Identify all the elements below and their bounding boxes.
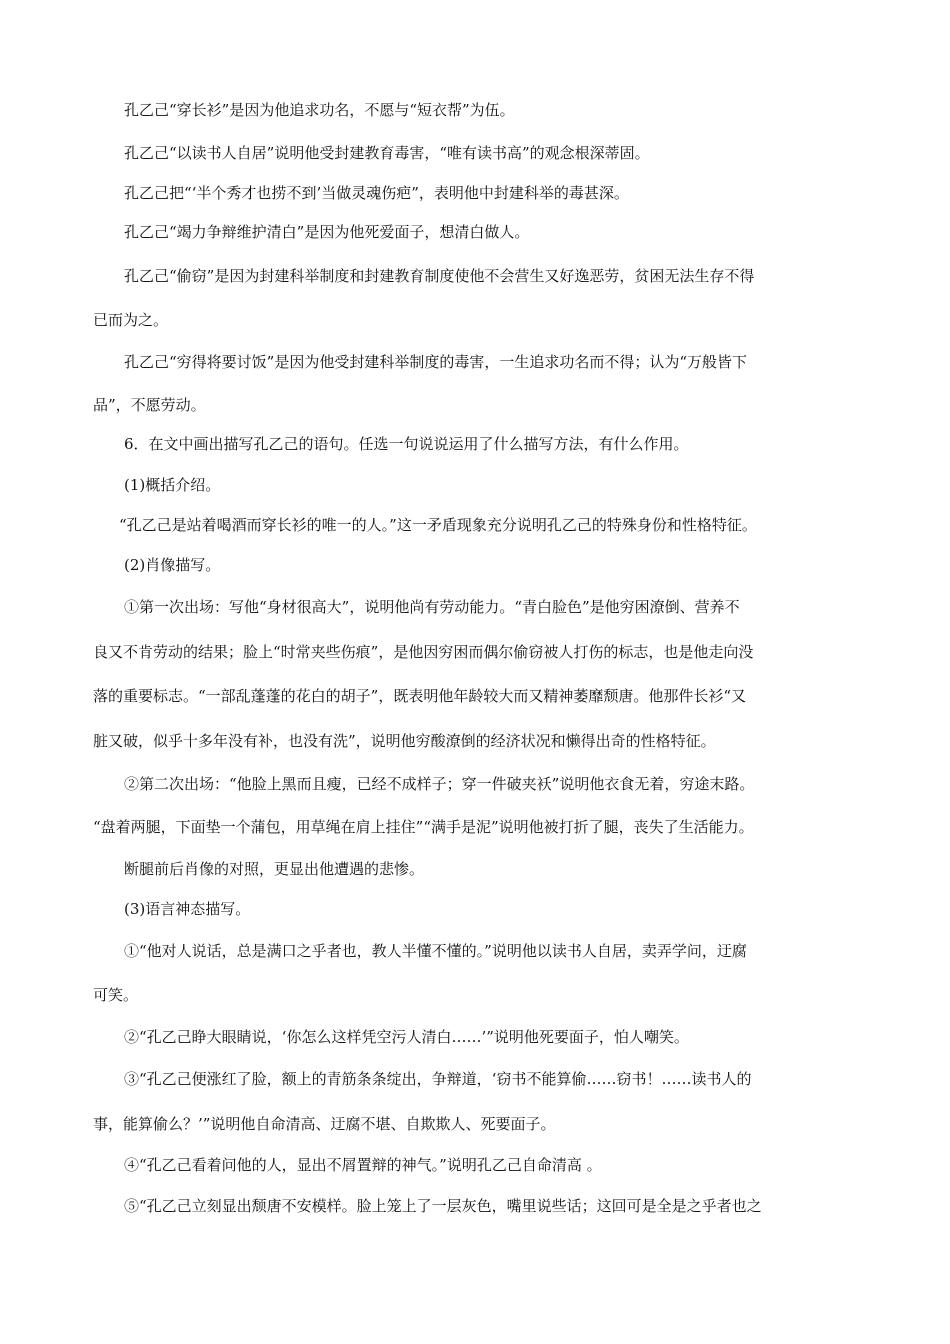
paragraph-line: 脏又破，似乎十多年没有补，也没有洗”，说明他穷酸潦倒的经济状况和懒得出奇的性格特征。 — [93, 732, 716, 750]
section-heading: (3)语言神态描写。 — [124, 900, 251, 918]
paragraph-line: 孔乙己“穷得将要讨饭”是因为他受封建科举制度的毒害，一生追求功名而不得；认为“万般皆下 — [124, 353, 748, 371]
paragraph-line: 孔乙己“竭力争辩维护清白”是因为他死爱面子，想清白做人。 — [124, 223, 530, 241]
paragraph-line: 孔乙己“穿长衫”是因为他追求功名，不愿与“短衣帮”为伍。 — [124, 101, 515, 119]
section-heading: (2)肖像描写。 — [124, 556, 221, 574]
paragraph-line: 事，能算偷么？’”说明他自命清高、迂腐不堪、自欺欺人、死要面子。 — [93, 1115, 556, 1133]
section-heading: (1)概括介绍。 — [124, 476, 221, 494]
paragraph-line: 断腿前后肖像的对照，更显出他遭遇的悲惨。 — [124, 860, 425, 878]
paragraph-line: “孔乙己是站着喝酒而穿长衫的唯一的人。”这一矛盾现象充分说明孔乙己的特殊身份和性格特征。 — [119, 516, 757, 534]
paragraph-line: ④“孔乙己看着问他的人，显出不屑置辩的神气。”说明孔乙己自命清高 。 — [124, 1156, 602, 1174]
paragraph-line: 落的重要标志。“一部乱蓬蓬的花白的胡子”，既表明他年龄较大而又精神萎靡颓唐。他那件长衫“又 — [93, 687, 747, 705]
paragraph-line: ①第一次出场：写他“身材很高大”，说明他尚有劳动能力。“青白脸色”是他穷困潦倒、营养不 — [124, 598, 740, 616]
paragraph-line: ②第二次出场：“他脸上黑而且瘦，已经不成样子；穿一件破夹袄”说明他衣食无着，穷途末路。 — [124, 775, 755, 793]
paragraph-line: ①“他对人说话，总是满口之乎者也，教人半懂不懂的。”说明他以读书人自居，卖弄学问，迂腐 — [124, 942, 747, 960]
paragraph-line: 孔乙己把“‘半个秀才也捞不到’当做灵魂伤疤”，表明他中封建科举的毒甚深。 — [124, 184, 629, 202]
paragraph-line: 孔乙己“以读书人自居”说明他受封建教育毒害，“唯有读书高”的观念根深蒂固。 — [124, 144, 650, 162]
paragraph-line: 孔乙己“偷窃”是因为封建科举制度和封建教育制度使他不会营生又好逸恶劳，贫困无法生存不得 — [124, 267, 755, 285]
paragraph-line: 已而为之。 — [93, 311, 169, 329]
paragraph-line: 品”，不愿劳动。 — [93, 396, 206, 414]
paragraph-line: “盘着两腿，下面垫一个蒲包，用草绳在肩上挂住”“满手是泥”说明他被打折了腿，丧失了生活能力。 — [93, 818, 754, 836]
question-heading: 6．在文中画出描写孔乙己的语句。任选一句说说运用了什么描写方法，有什么作用。 — [124, 435, 689, 453]
paragraph-line: ⑤“孔乙己立刻显出颓唐不安模样。脸上笼上了一层灰色，嘴里说些话；这回可是全是之乎者也之 — [124, 1197, 762, 1215]
paragraph-line: 可笑。 — [93, 986, 139, 1004]
paragraph-line: ②“孔乙己睁大眼睛说，‘你怎么这样凭空污人清白……’”说明他死要面子，怕人嘲笑。 — [124, 1028, 689, 1046]
paragraph-line: 良又不肯劳动的结果；脸上“时常夹些伤痕”，是他因穷困而偶尔偷窃被人打伤的标志，也是他走向没 — [93, 643, 754, 661]
paragraph-line: ③“孔乙己便涨红了脸，额上的青筋条条绽出，争辩道，‘窃书不能算偷……窃书！……读书人的 — [124, 1070, 752, 1088]
